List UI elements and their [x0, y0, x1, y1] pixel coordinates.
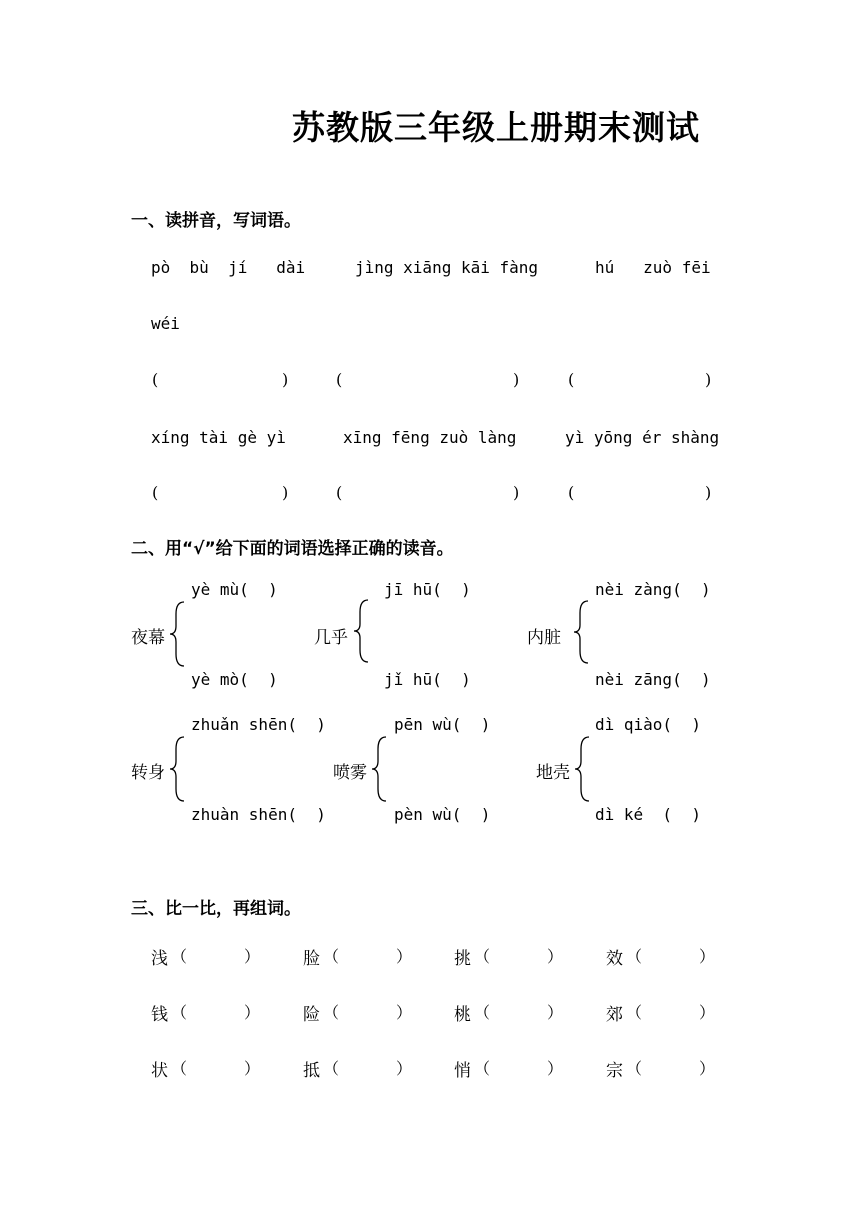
reading-jihu-2: jǐ hū( ) — [384, 670, 471, 689]
compare-char: 钱 — [151, 1005, 168, 1025]
reading-zhuanshen-1: zhuǎn shēn( ) — [191, 715, 326, 734]
pinyin-1-1: pò bù jí dài — [151, 258, 306, 277]
section-2-heading: 二、用“√”给下面的词语选择正确的读音。 — [131, 539, 454, 559]
brace-icon — [572, 599, 592, 665]
paren-close: ) — [513, 483, 520, 502]
word-jihu: 几乎 — [314, 628, 348, 648]
pinyin-2-1: xíng tài gè yì — [151, 428, 286, 447]
paren-open: （ — [171, 1003, 188, 1022]
pinyin-2-2: xīng fēng zuò làng — [343, 428, 517, 447]
compare-char: 效 — [606, 949, 623, 969]
reading-jihu-1: jī hū( ) — [384, 580, 471, 599]
compare-char: 抵 — [303, 1061, 320, 1081]
word-yemu: 夜幕 — [131, 628, 165, 648]
word-penwu: 喷雾 — [333, 763, 367, 783]
compare-char: 郊 — [606, 1005, 623, 1025]
paren-open: （ — [474, 947, 491, 966]
brace-icon — [168, 735, 188, 803]
paren-open: （ — [474, 1059, 491, 1078]
compare-char: 状 — [151, 1061, 168, 1081]
compare-char: 宗 — [606, 1061, 623, 1081]
section-1-heading: 一、读拼音，写词语。 — [131, 211, 301, 231]
reading-yemu-1: yè mù( ) — [191, 580, 278, 599]
brace-icon — [352, 598, 372, 664]
paren-open: （ — [626, 947, 643, 966]
paren-open: （ — [323, 1003, 340, 1022]
pinyin-1-2: jìng xiāng kāi fàng — [355, 258, 539, 277]
paren-close: ) — [705, 483, 712, 502]
paren-close: ) — [513, 370, 520, 389]
pinyin-2-3: yì yōng ér shàng — [565, 428, 720, 447]
pinyin-1-3-wrap: wéi — [151, 314, 180, 333]
paren-close: ） — [699, 1059, 716, 1078]
word-diqiao: 地壳 — [536, 763, 570, 783]
paren-close: ） — [699, 1003, 716, 1022]
paren-open: （ — [474, 1003, 491, 1022]
paren-close: ） — [244, 1003, 261, 1022]
reading-penwu-2: pèn wù( ) — [394, 805, 491, 824]
brace-icon — [168, 600, 188, 668]
reading-penwu-1: pēn wù( ) — [394, 715, 491, 734]
paren-close: ） — [244, 1059, 261, 1078]
reading-diqiao-2: dì ké ( ) — [595, 805, 701, 824]
paren-close: ） — [396, 1059, 413, 1078]
compare-char: 悄 — [454, 1061, 471, 1081]
reading-neizang-1: nèi zàng( ) — [595, 580, 711, 599]
paren-open: （ — [323, 947, 340, 966]
paren-open: （ — [323, 1059, 340, 1078]
paren-close: ） — [547, 1059, 564, 1078]
page-title: 苏教版三年级上册期末测试 — [292, 108, 700, 147]
compare-char: 桃 — [454, 1005, 471, 1025]
compare-char: 险 — [303, 1005, 320, 1025]
paren-open: ( — [152, 370, 159, 389]
pinyin-1-3: hú zuò fēi — [595, 258, 711, 277]
compare-char: 脸 — [303, 949, 320, 969]
paren-close: ） — [396, 947, 413, 966]
paren-close: ） — [699, 947, 716, 966]
reading-neizang-2: nèi zāng( ) — [595, 670, 711, 689]
reading-diqiao-1: dì qiào( ) — [595, 715, 701, 734]
paren-open: （ — [626, 1003, 643, 1022]
compare-char: 挑 — [454, 949, 471, 969]
brace-icon — [370, 735, 390, 803]
paren-close: ) — [282, 370, 289, 389]
paren-close: ) — [282, 483, 289, 502]
paren-open: ( — [336, 370, 343, 389]
reading-zhuanshen-2: zhuàn shēn( ) — [191, 805, 326, 824]
paren-open: ( — [568, 370, 575, 389]
paren-close: ） — [396, 1003, 413, 1022]
paren-open: ( — [152, 483, 159, 502]
reading-yemu-2: yè mò( ) — [191, 670, 278, 689]
paren-close: ） — [547, 1003, 564, 1022]
paren-close: ） — [244, 947, 261, 966]
paren-open: （ — [171, 1059, 188, 1078]
paren-open: （ — [171, 947, 188, 966]
paren-close: ) — [705, 370, 712, 389]
paren-open: ( — [568, 483, 575, 502]
word-zhuanshen: 转身 — [131, 763, 165, 783]
word-neizang: 内脏 — [527, 628, 561, 648]
section-3-heading: 三、比一比，再组词。 — [131, 899, 301, 919]
paren-open: ( — [336, 483, 343, 502]
paren-open: （ — [626, 1059, 643, 1078]
paren-close: ） — [547, 947, 564, 966]
compare-char: 浅 — [151, 949, 168, 969]
brace-icon — [573, 735, 593, 803]
